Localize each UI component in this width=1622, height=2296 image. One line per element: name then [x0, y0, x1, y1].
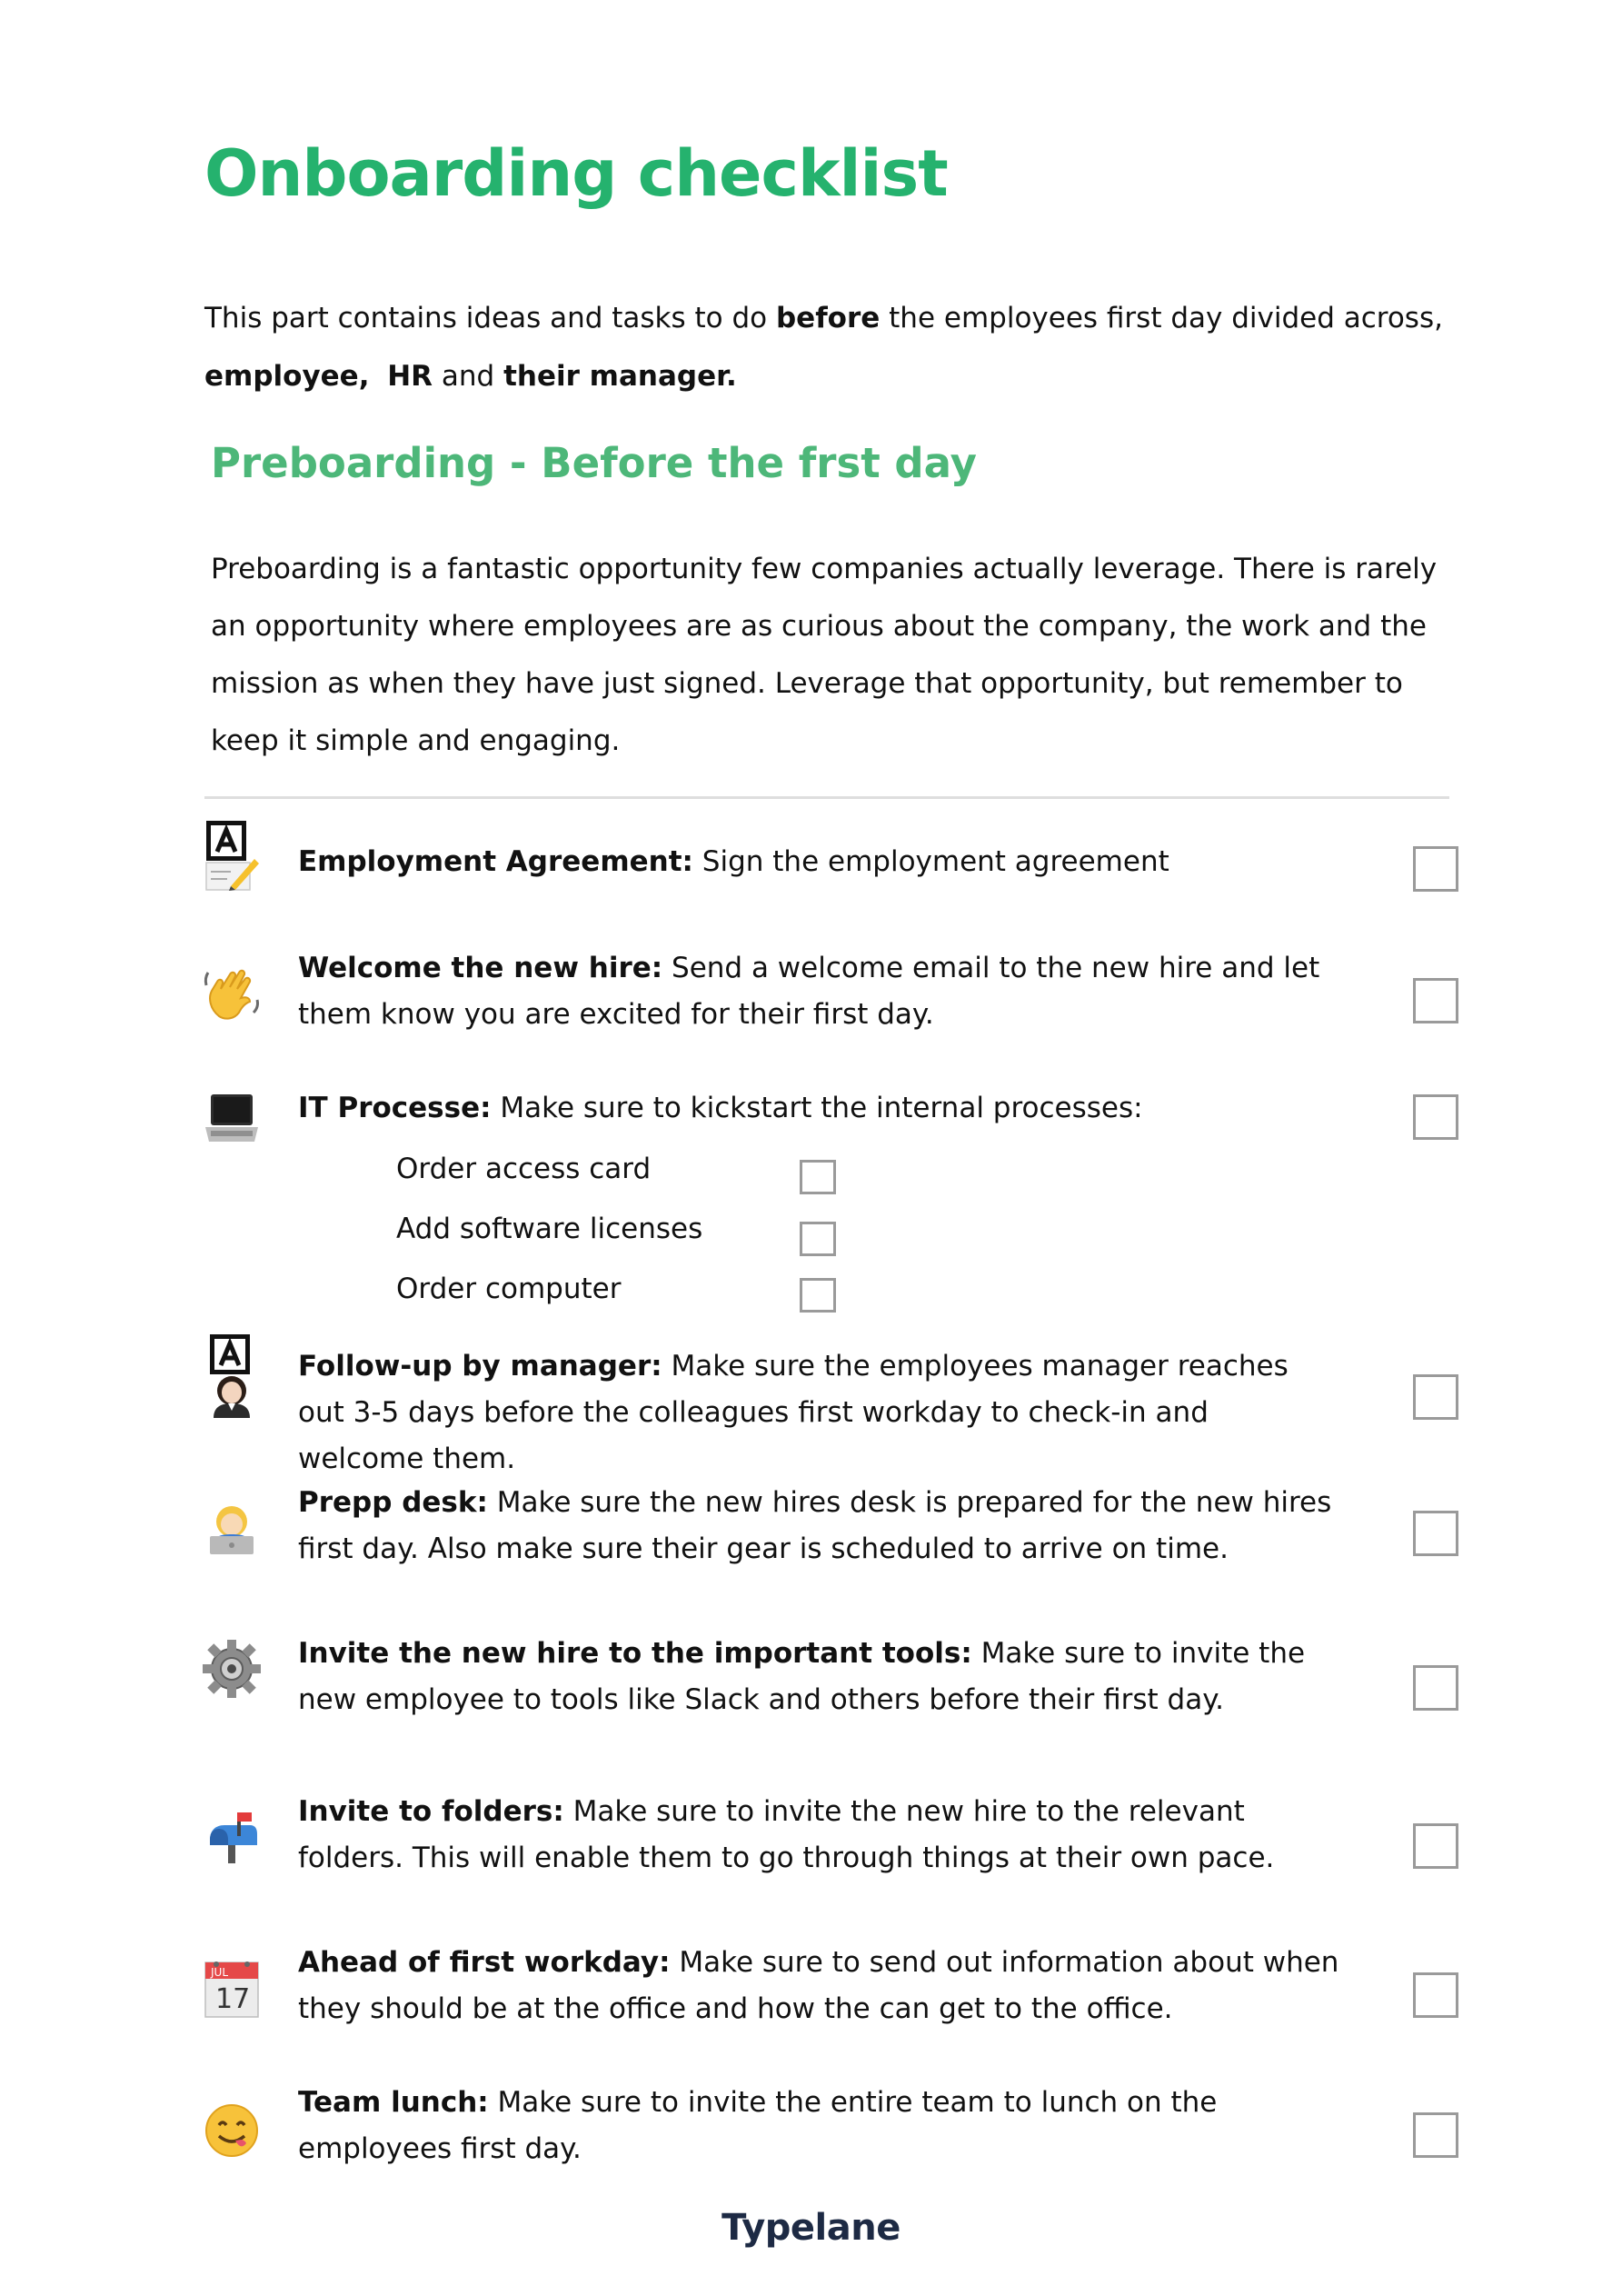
item-checkbox[interactable]	[1413, 1374, 1458, 1420]
technologist-icon	[202, 1496, 262, 1562]
item-description: Make sure to kickstart the internal processes:	[491, 1092, 1143, 1124]
page-title: Onboarding checklist	[204, 136, 948, 211]
intro-bold-employee: employee,	[204, 360, 370, 393]
laptop-icon	[202, 1085, 262, 1151]
item-checkbox[interactable]	[1413, 978, 1458, 1023]
section-title: Preboarding - Before the frst day	[211, 439, 977, 487]
item-title: IT Processe:	[298, 1092, 492, 1124]
item-title: Prepp desk:	[298, 1486, 488, 1519]
item-checkbox[interactable]	[1413, 2112, 1458, 2158]
yum-face-icon	[202, 2098, 262, 2163]
item-description: Make sure to invite the new hire to the relevant folders. This will enable them to go through things at their own pace.	[298, 1795, 1275, 1874]
mailbox-icon	[202, 1805, 262, 1871]
item-text	[298, 1480, 1343, 1572]
item-title: Invite to folders:	[298, 1795, 564, 1828]
subitem-checkbox[interactable]	[800, 1278, 836, 1313]
waving-hand-icon	[202, 962, 262, 1027]
item-title: Employment Agreement:	[298, 845, 693, 878]
subitem-checkbox[interactable]	[800, 1222, 836, 1256]
item-text	[298, 945, 1343, 1038]
item-description: Send a welcome email to the new hire and let them know you are excited for their first day.	[298, 952, 1320, 1031]
item-title: Team lunch:	[298, 2086, 489, 2119]
item-title: Welcome the new hire:	[298, 952, 663, 984]
calendar-day: 17	[215, 1983, 251, 2015]
item-description: Make sure to invite the entire team to lunch on the employees first day.	[298, 2086, 1218, 2165]
memo-icon	[202, 823, 262, 888]
item-text	[298, 1631, 1343, 1723]
section-divider	[204, 796, 1449, 799]
item-text	[298, 1085, 1343, 1132]
subitem-label: Order computer	[396, 1273, 622, 1305]
brand-logo: Typelane	[721, 2207, 901, 2249]
intro-paragraph	[204, 289, 1477, 405]
calendar-icon	[202, 1956, 262, 2021]
item-text	[298, 1789, 1343, 1882]
calendar-month: JUL	[211, 1966, 229, 1979]
subitem-checkbox[interactable]	[800, 1160, 836, 1194]
item-checkbox[interactable]	[1413, 1511, 1458, 1556]
item-title: Follow-up by manager:	[298, 1350, 662, 1383]
item-checkbox[interactable]	[1413, 1665, 1458, 1711]
subitem-label: Order access card	[396, 1153, 652, 1185]
intro-bold-before: before	[775, 302, 881, 334]
item-description: Make sure to invite the new employee to tools like Slack and others before their first day.	[298, 1637, 1306, 1716]
woman-office-worker-icon	[202, 1343, 262, 1409]
item-description: Make sure to send out information about when they should be at the office and how the can get to the office.	[298, 1946, 1339, 2025]
item-text	[298, 1343, 1343, 1482]
intro-bold-manager: their manager.	[503, 360, 737, 393]
item-text	[298, 839, 1343, 885]
item-description: Sign the employment agreement	[692, 845, 1169, 878]
item-checkbox[interactable]	[1413, 1823, 1458, 1869]
intro-text: and	[433, 360, 504, 393]
item-checkbox[interactable]	[1413, 1972, 1458, 2018]
section-description: Preboarding is a fantastic opportunity few companies actually leverage. There is rarely an opportunity where employees are as curious about the company, the work and the mission as when they have just signed. Leverage that opportunity, but remember to keep it simple and engaging.	[211, 553, 1438, 757]
intro-text: the employees first day divided across,	[880, 302, 1443, 334]
intro-text: This part contains ideas and tasks to do	[204, 302, 776, 334]
item-description: Make sure the employees manager reaches out 3-5 days before the colleagues first workday to check-in and welcome them.	[298, 1350, 1289, 1475]
item-text	[298, 2080, 1343, 2172]
intro-bold-hr: HR	[387, 360, 433, 393]
item-title: Invite the new hire to the important tools:	[298, 1637, 972, 1670]
subitem-label: Add software licenses	[396, 1213, 703, 1245]
item-title: Ahead of first workday:	[298, 1946, 671, 1979]
item-description: Make sure the new hires desk is prepared for the new hires first day. Also make sure their gear is scheduled to arrive on time.	[298, 1486, 1332, 1565]
item-checkbox[interactable]	[1413, 846, 1458, 892]
item-text	[298, 1940, 1343, 2032]
item-checkbox[interactable]	[1413, 1094, 1458, 1140]
gear-icon	[202, 1636, 262, 1702]
